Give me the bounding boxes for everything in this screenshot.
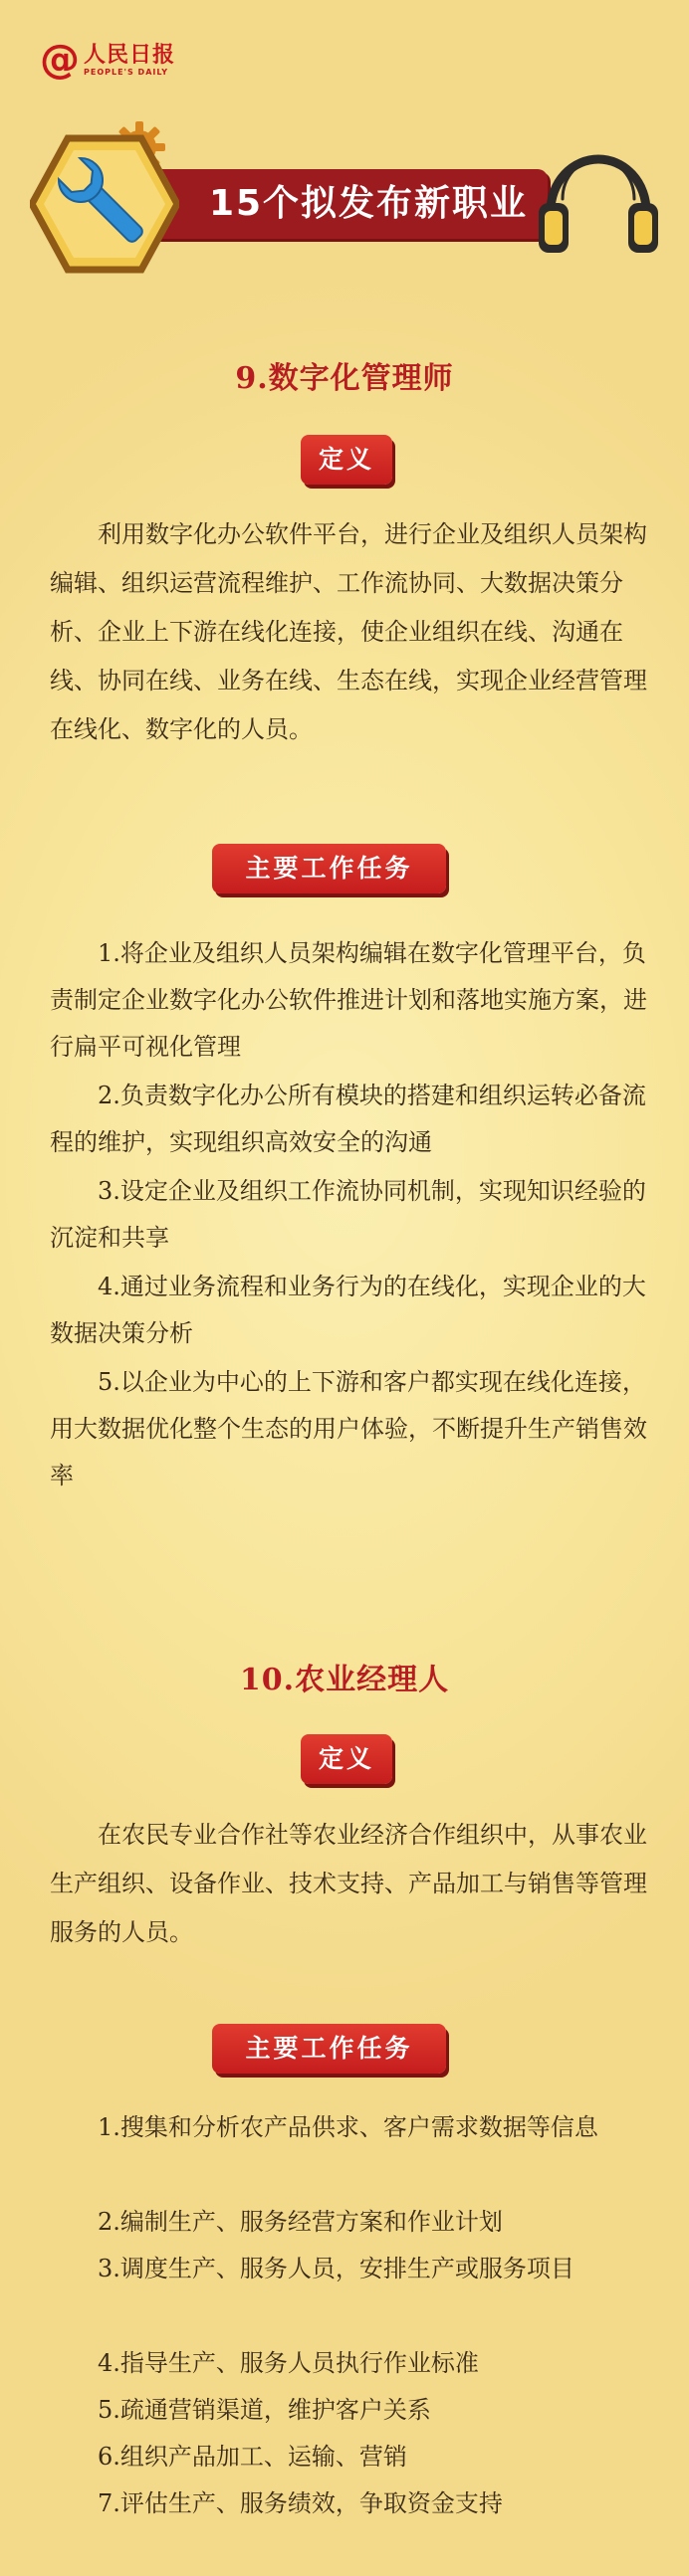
logo-chinese-name: 人民日报 — [84, 42, 176, 68]
tasks-tag: 主要工作任务 — [212, 844, 446, 893]
page-title: 15个拟发布新职业 — [208, 183, 529, 224]
task-item: 6.组织产品加工、运输、营销 — [98, 2443, 407, 2471]
logo-at-mark: @ — [40, 37, 80, 83]
task-item: 4.通过业务流程和业务行为的在线化，实现企业的大数据决策分析 — [50, 1273, 646, 1347]
section-title-agri-manager: 10.农业经理人 — [239, 1663, 450, 1697]
title-banner — [30, 119, 667, 298]
definition-tag: 定义 — [301, 435, 392, 485]
task-item: 5.以企业为中心的上下游和客户都实现在线化连接，用大数据优化整个生态的用户体验，不断提升生产销售效率 — [50, 1368, 647, 1489]
people-daily-logo — [40, 37, 176, 83]
definition-text: 在农民专业合作社等农业经济合作组织中，从事农业生产组织、设备作业、技术支持、产品加工与销售等管理服务的人员。 — [50, 1821, 647, 1946]
task-item: 7.评估生产、服务绩效，争取资金支持 — [98, 2489, 503, 2517]
logo-english-name: PEOPLE'S DAILY — [84, 67, 169, 77]
task-item: 3.调度生产、服务人员，安排生产或服务项目 — [98, 2255, 574, 2282]
definition-tag: 定义 — [301, 1734, 392, 1784]
tasks-tag: 主要工作任务 — [212, 2024, 446, 2074]
section-title-digital-manager: 9.数字化管理师 — [235, 361, 454, 396]
task-item: 5.疏通营销渠道，维护客户关系 — [98, 2396, 431, 2424]
task-item: 1.将企业及组织人员架构编辑在数字化管理平台，负责制定企业数字化办公软件推进计划和落地实施方案，进行扁平可视化管理 — [50, 939, 647, 1061]
wrench-hexagon-icon — [30, 134, 179, 274]
task-item: 3.设定企业及组织工作流协同机制，实现知识经验的沉淀和共享 — [50, 1177, 646, 1252]
headphones-icon — [533, 119, 662, 269]
task-item: 1.搜集和分析农产品供求、客户需求数据等信息 — [98, 2113, 598, 2141]
definition-text: 利用数字化办公软件平台，进行企业及组织人员架构编辑、组织运营流程维护、工作流协同、大数据决策分析、企业上下游在线化连接，使企业组织在线、沟通在线、协同在线、业务在线、生态在线，实现企业经营管理在线化、数字化的人员。 — [50, 520, 647, 743]
task-item: 4.指导生产、服务人员执行作业标准 — [98, 2349, 479, 2377]
task-item: 2.负责数字化办公所有模块的搭建和组织运转必备流程的维护，实现组织高效安全的沟通 — [50, 1082, 646, 1156]
task-item: 2.编制生产、服务经营方案和作业计划 — [98, 2208, 503, 2236]
